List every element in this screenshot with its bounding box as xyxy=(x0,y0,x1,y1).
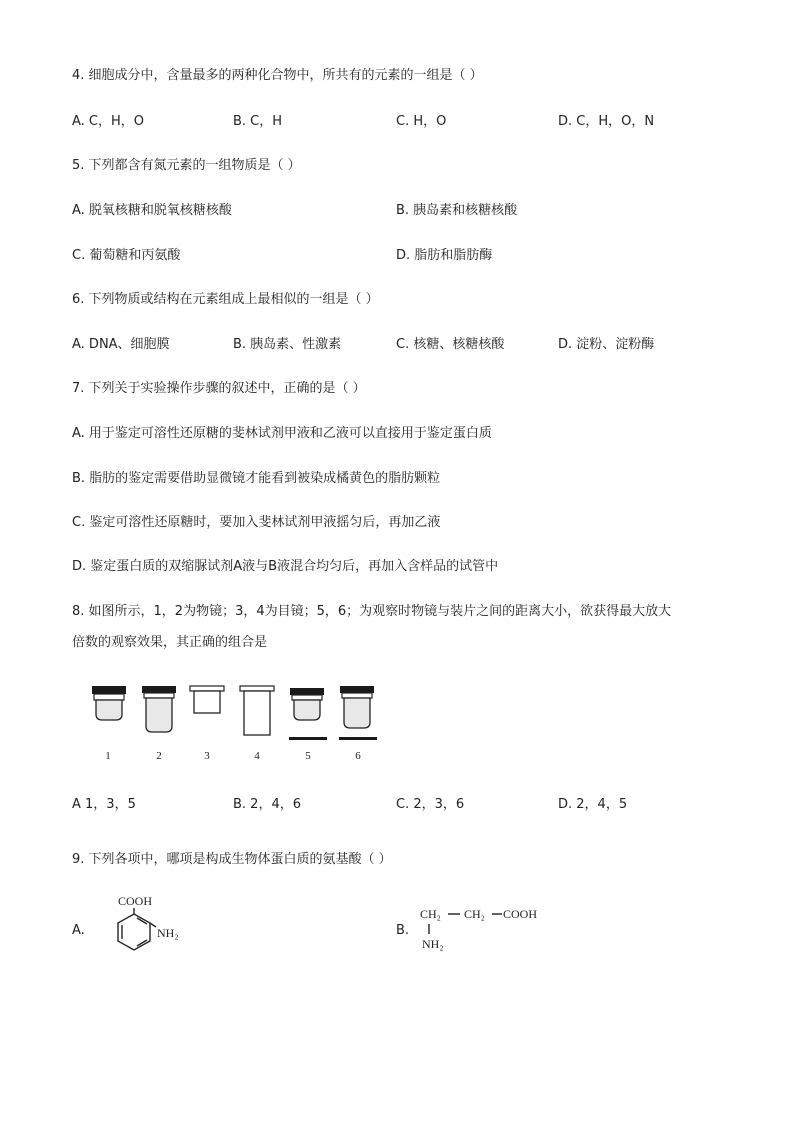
q8-stem-line2: 倍数的观察效果，其正确的组合是 xyxy=(72,635,268,650)
q4-option-c: C. H，O xyxy=(396,114,447,129)
q6-stem: 6. 下列物质或结构在元素组成上最相似的一组是（ ） xyxy=(72,292,379,307)
mol-b-ch2-first: CH₂ xyxy=(420,907,441,921)
q5-option-b: B. 胰岛素和核糖核酸 xyxy=(396,203,518,218)
eyepiece-lens-3 xyxy=(190,686,224,713)
q8-option-b: B. 2，4，6 xyxy=(233,797,301,812)
fig-label-4: 4 xyxy=(254,750,260,762)
fig-label-2: 2 xyxy=(156,750,162,762)
q5-option-a: A. 脱氧核糖和脱氧核糖核酸 xyxy=(72,203,232,218)
fig-label-6: 6 xyxy=(355,750,361,762)
q7-option-b: B. 脂肪的鉴定需要借助显微镜才能看到被染成橘黄色的脂肪颗粒 xyxy=(72,471,441,486)
eyepiece-lens-4 xyxy=(240,686,274,735)
q6-option-d: D. 淀粉、淀粉酶 xyxy=(558,337,655,352)
q8-option-d: D. 2，4，5 xyxy=(558,797,628,812)
q7-option-c: C. 鉴定可溶性还原糖时，要加入斐林试剂甲液摇匀后，再加乙液 xyxy=(72,515,441,530)
q5-stem: 5. 下列都含有氮元素的一组物质是（ ） xyxy=(72,158,301,173)
mol-a-nh2-label: NH₂ xyxy=(157,926,179,940)
q7-option-a: A. 用于鉴定可溶性还原糖的斐林试剂甲液和乙液可以直接用于鉴定蛋白质 xyxy=(72,426,492,441)
microscope-lens-figure xyxy=(84,680,404,766)
q9-stem: 9. 下列各项中，哪项是构成生物体蛋白质的氨基酸（ ） xyxy=(72,852,392,867)
fig-label-5: 5 xyxy=(305,750,311,762)
objective-lens-5 xyxy=(289,688,327,740)
q6-option-c: C. 核糖、核糖核酸 xyxy=(396,337,505,352)
mol-b-cooh: COOH xyxy=(503,907,538,921)
fig-label-1: 1 xyxy=(105,750,111,762)
objective-lens-1 xyxy=(92,686,126,720)
q5-option-c: C. 葡萄糖和丙氨酸 xyxy=(72,248,181,263)
mol-b-ch2-second: CH₂ xyxy=(464,907,485,921)
mol-a-cooh-label: COOH xyxy=(118,894,153,908)
mol-b-nh2: NH₂ xyxy=(422,937,444,951)
q4-stem: 4. 细胞成分中，含量最多的两种化合物中，所共有的元素的一组是（ ） xyxy=(72,68,483,83)
objective-lens-6 xyxy=(339,686,377,740)
q7-stem: 7. 下列关于实验操作步骤的叙述中，正确的是（ ） xyxy=(72,381,366,396)
q9-option-b-label: B. xyxy=(396,923,410,938)
q8-option-c: C. 2，3，6 xyxy=(396,797,465,812)
q8-option-a: A 1，3，5 xyxy=(72,797,136,812)
q4-option-b: B. C，H xyxy=(233,114,283,129)
q4-option-d: D. C，H，O，N xyxy=(558,114,655,129)
q6-option-b: B. 胰岛素、性激素 xyxy=(233,337,342,352)
q9-option-a-label: A. xyxy=(72,923,85,938)
q5-option-d: D. 脂肪和脂肪酶 xyxy=(396,248,493,263)
q4-option-a: A. C，H，O xyxy=(72,114,145,129)
q6-option-a: A. DNA、细胞膜 xyxy=(72,337,170,352)
objective-lens-2 xyxy=(142,686,176,732)
fig-label-3: 3 xyxy=(204,750,210,762)
anthranilic-acid-structure xyxy=(90,893,200,973)
q7-option-d: D. 鉴定蛋白质的双缩脲试剂A液与B液混合均匀后，再加入含样品的试管中 xyxy=(72,559,499,574)
q8-stem-line1: 8. 如图所示，1，2为物镜；3，4为目镜；5，6；为观察时物镜与装片之间的距离大小，欲获得最大放大 xyxy=(72,604,672,619)
beta-alanine-structure xyxy=(418,900,558,956)
